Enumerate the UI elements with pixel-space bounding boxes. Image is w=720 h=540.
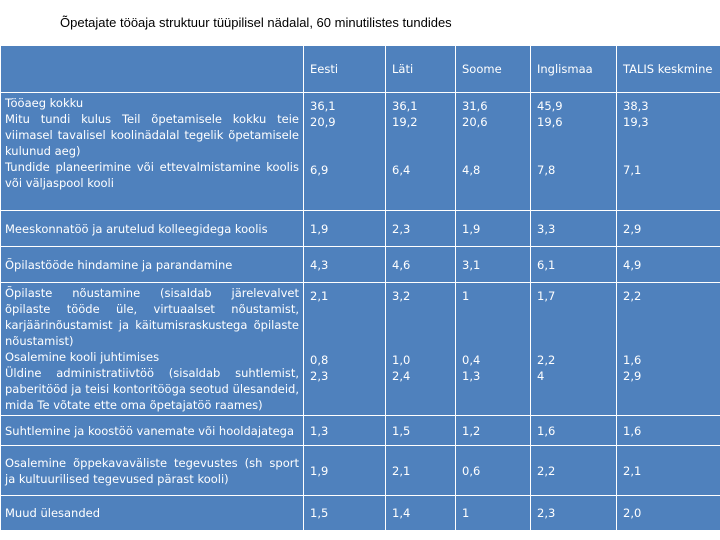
header-cell-lati: Läti xyxy=(386,46,456,93)
value-cell xyxy=(304,416,386,446)
cell-value: 1,5 xyxy=(392,423,411,438)
cell-value: 36,1 xyxy=(392,98,418,113)
value-cell xyxy=(531,283,617,416)
cell-value: 2,9 xyxy=(623,221,642,236)
cell-value: 2,9 xyxy=(623,368,642,383)
row-label-cell xyxy=(1,446,304,496)
cell-value: 1,6 xyxy=(537,423,556,438)
row-label-cell xyxy=(1,496,304,531)
header-cell-inglismaa: Inglismaa xyxy=(531,46,617,93)
row-label: Tööaeg kokku xyxy=(5,96,84,110)
table-row xyxy=(1,211,720,247)
cell-value: 1,7 xyxy=(537,288,556,303)
cell-value: 1,9 xyxy=(462,221,481,236)
value-cell xyxy=(456,93,531,211)
value-cell xyxy=(304,211,386,247)
value-cell xyxy=(304,247,386,283)
value-cell xyxy=(304,93,386,211)
cell-value: 2,3 xyxy=(537,506,556,520)
cell-value: 1,3 xyxy=(310,423,329,438)
row-label: Õpilastööde hindamine ja parandamine xyxy=(5,257,233,272)
cell-value: 19,2 xyxy=(392,114,418,129)
value-cell xyxy=(386,211,456,247)
cell-value: 2,2 xyxy=(537,463,556,478)
value-cell xyxy=(617,93,720,211)
value-cell xyxy=(456,283,531,416)
cell-value: 1,5 xyxy=(310,506,329,520)
cell-value: 19,3 xyxy=(623,114,649,129)
value-cell xyxy=(456,496,531,531)
row-label-cell xyxy=(1,247,304,283)
value-cell xyxy=(386,283,456,416)
row-label: Tundide planeerimine või ettevalmistamine koolis või väljaspool kooli xyxy=(5,160,299,190)
cell-value: 20,6 xyxy=(462,114,488,129)
cell-value: 1,0 xyxy=(392,352,411,367)
cell-value: 2,3 xyxy=(310,368,329,383)
table-row xyxy=(1,283,720,416)
cell-value: 36,1 xyxy=(310,98,336,113)
value-cell xyxy=(617,211,720,247)
value-cell xyxy=(617,283,720,416)
value-cell xyxy=(531,416,617,446)
value-cell xyxy=(617,416,720,446)
header-row xyxy=(1,46,720,93)
header-cell-empty xyxy=(1,46,304,93)
value-cell xyxy=(386,496,456,531)
row-label: Mitu tundi kulus Teil õpetamisele kokku teie viimasel tavalisel koolinädalal tegelik õpetamisele kulunud aeg) xyxy=(5,112,299,158)
page-title: Õpetajate tööaja struktuur tüüpilisel nädalal, 60 minutilistes tundides xyxy=(60,15,452,30)
value-cell xyxy=(456,211,531,247)
cell-value: 2,1 xyxy=(310,288,329,303)
header-cell-soome: Soome xyxy=(456,46,531,93)
row-label: Osalemine kooli juhtimises xyxy=(5,350,160,364)
value-cell xyxy=(386,416,456,446)
cell-value: 1,2 xyxy=(462,423,481,438)
cell-value: 19,6 xyxy=(537,114,563,129)
cell-value: 6,4 xyxy=(392,162,411,177)
value-cell xyxy=(456,416,531,446)
table-row xyxy=(1,93,720,211)
cell-value: 1,3 xyxy=(462,368,481,383)
row-label: Suhtlemine ja koostöö vanemate või hooldajatega xyxy=(5,423,294,438)
table-body xyxy=(1,93,720,531)
value-cell xyxy=(304,446,386,496)
value-cell xyxy=(617,247,720,283)
row-label: Üldine administratiivtöö (sisaldab suhtlemist, paberitööd ja teisi kontoritööga seotud ülesandeid, mida Te võtate ette oma õpetajatöö raames) xyxy=(5,366,299,412)
cell-value: 1 xyxy=(462,506,470,520)
cell-value: 6,1 xyxy=(537,257,556,272)
cell-value: 1,6 xyxy=(623,423,642,438)
cell-value: 2,4 xyxy=(392,368,411,383)
cell-value: 1,9 xyxy=(310,463,329,478)
row-label-cell xyxy=(1,93,304,211)
row-label-cell xyxy=(1,283,304,416)
cell-value: 2,2 xyxy=(623,288,642,303)
cell-value: 0,6 xyxy=(462,463,481,478)
cell-value: 4,3 xyxy=(310,257,329,272)
value-cell xyxy=(531,496,617,531)
cell-value: 2,2 xyxy=(537,352,556,367)
value-cell xyxy=(531,247,617,283)
value-cell xyxy=(304,283,386,416)
cell-value: 2,0 xyxy=(623,506,642,520)
data-table xyxy=(0,45,720,531)
header-cell-talis: TALIS keskmine xyxy=(617,46,720,93)
cell-value: 3,1 xyxy=(462,257,481,272)
cell-value: 4,9 xyxy=(623,257,642,272)
cell-value: 20,9 xyxy=(310,114,336,129)
value-cell xyxy=(456,446,531,496)
cell-value: 0,4 xyxy=(462,352,481,367)
cell-value: 3,3 xyxy=(537,221,556,236)
table-row xyxy=(1,496,720,531)
row-label-cell xyxy=(1,416,304,446)
row-label: Õpilaste nõustamine (sisaldab järelevalvet õpilaste tööde üle, virtuaalset nõustamist, karjäärinõustamist ja käitumisraskustega õpilaste nõustamist) xyxy=(5,286,299,348)
table-row xyxy=(1,416,720,446)
value-cell xyxy=(531,446,617,496)
cell-value: 45,9 xyxy=(537,98,563,113)
row-label: Osalemine õppekavaväliste tegevustes (sh sport ja kultuurilised tegevused pärast kooli) xyxy=(5,455,299,486)
cell-value: 7,1 xyxy=(623,162,642,177)
value-cell xyxy=(531,93,617,211)
cell-value: 1,6 xyxy=(623,352,642,367)
value-cell xyxy=(531,211,617,247)
value-cell xyxy=(386,93,456,211)
cell-value: 3,2 xyxy=(392,288,411,303)
cell-value: 2,1 xyxy=(623,463,642,478)
value-cell xyxy=(617,496,720,531)
table-row xyxy=(1,446,720,496)
cell-value: 1 xyxy=(462,288,470,303)
header-cell-eesti: Eesti xyxy=(304,46,386,93)
cell-value: 4 xyxy=(537,368,545,383)
cell-value: 7,8 xyxy=(537,162,556,177)
cell-value: 1,4 xyxy=(392,506,411,520)
cell-value: 2,3 xyxy=(392,221,411,236)
row-label: Meeskonnatöö ja arutelud kolleegidega koolis xyxy=(5,221,268,236)
cell-value: 31,6 xyxy=(462,98,488,113)
value-cell xyxy=(386,446,456,496)
cell-value: 6,9 xyxy=(310,162,329,177)
row-label-cell xyxy=(1,211,304,247)
cell-value: 1,9 xyxy=(310,221,329,236)
row-label: Muud ülesanded xyxy=(5,506,101,520)
value-cell xyxy=(456,247,531,283)
cell-value: 4,6 xyxy=(392,257,411,272)
cell-value: 38,3 xyxy=(623,98,649,113)
value-cell xyxy=(617,446,720,496)
cell-value: 4,8 xyxy=(462,162,481,177)
value-cell xyxy=(386,247,456,283)
cell-value: 0,8 xyxy=(310,352,329,367)
table-row xyxy=(1,247,720,283)
value-cell xyxy=(304,496,386,531)
cell-value: 2,1 xyxy=(392,463,411,478)
